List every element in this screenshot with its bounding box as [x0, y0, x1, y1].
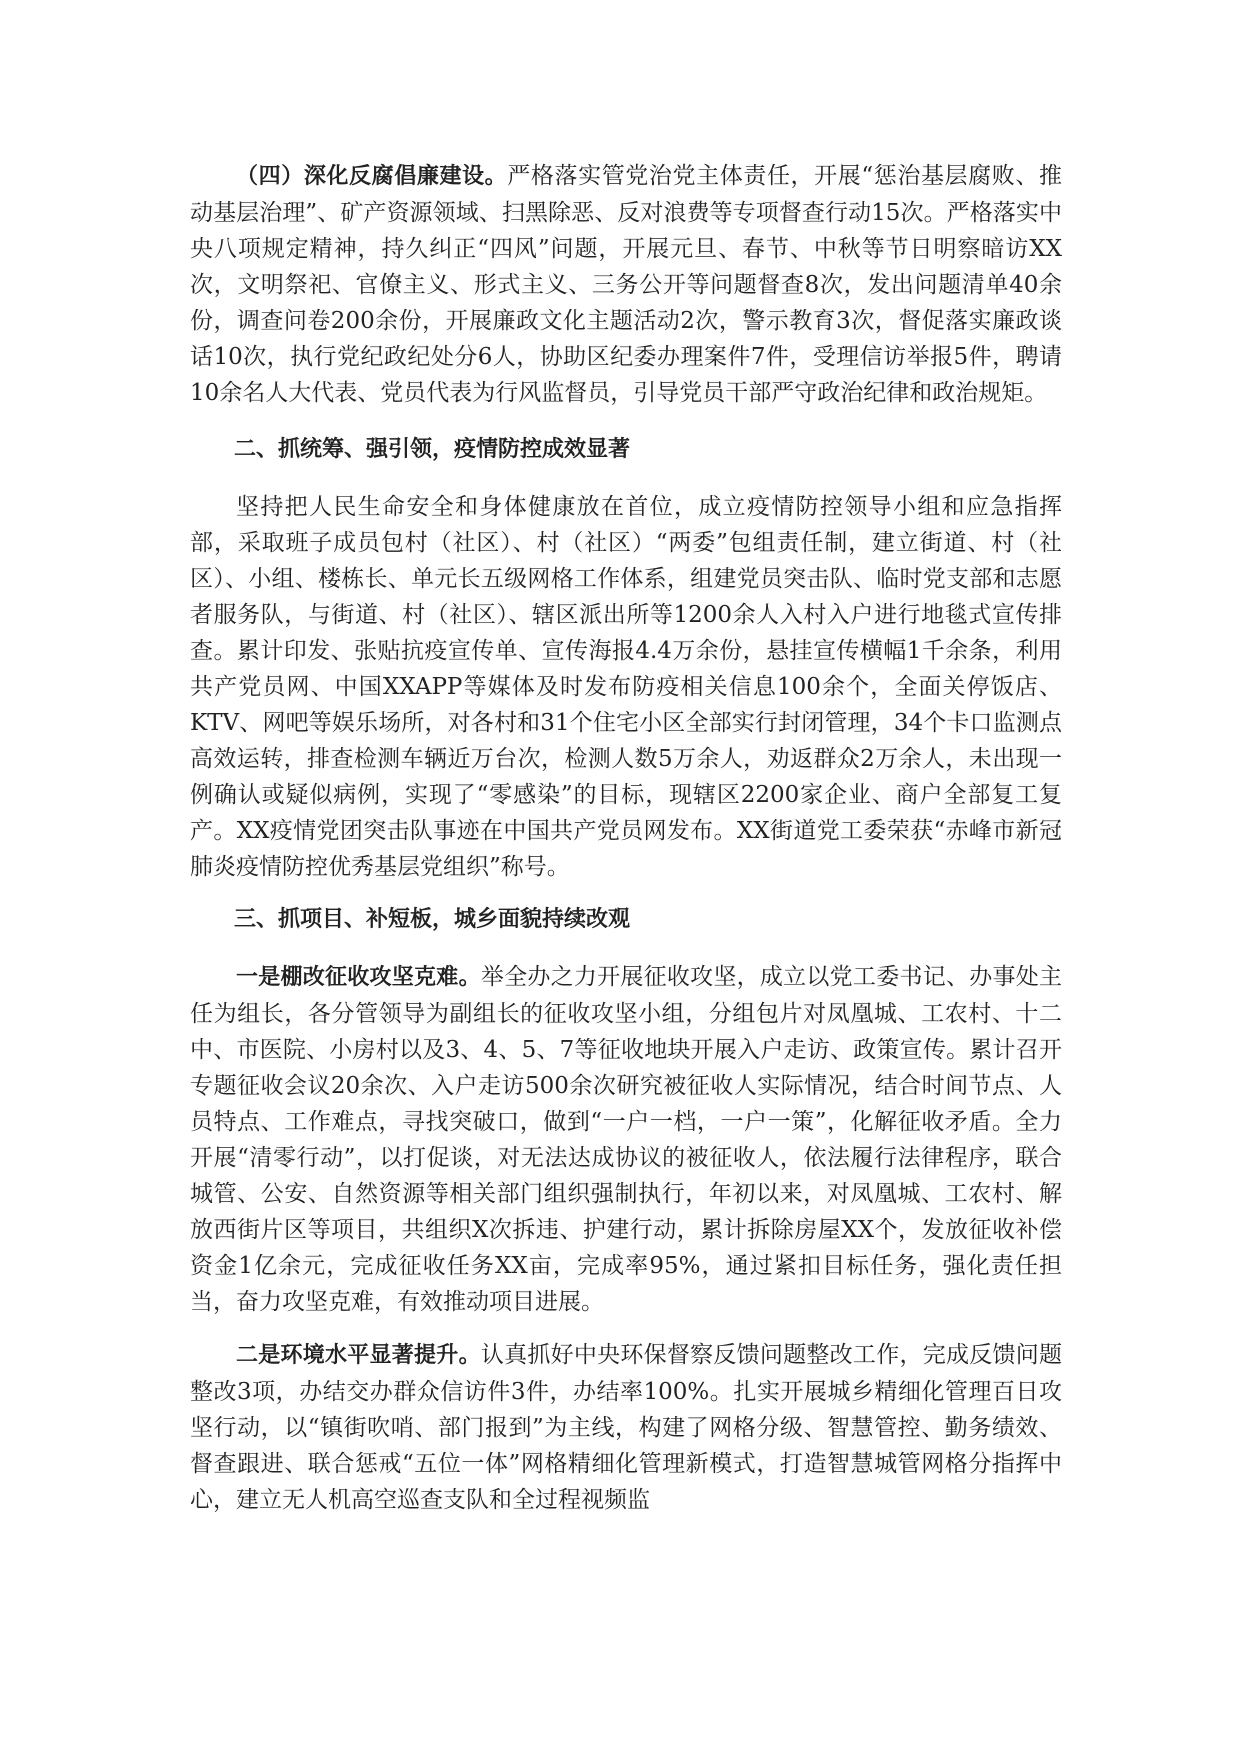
document-body	[190, 158, 1062, 1518]
paragraph-text-environment: 认真抓好中央环保督察反馈问题整改工作，完成反馈问题整改3项，办结交办群众信访件3件，办结率100%。扎实开展城乡精细化管理百日攻坚行动，以“镇街吹哨、部门报到”为主线，构建了网格分级、智慧管控、勤务绩效、督查跟进、联合惩戒“五位一体”网格精细化管理新模式，打造智慧城管网格分指挥中心，建立无人机高空巡查支队和全过程视频监	[190, 1342, 1062, 1513]
paragraph-lead-anti-corruption: （四）深化反腐倡廉建设。	[236, 164, 508, 189]
paragraph-epidemic-control	[190, 489, 1062, 885]
paragraph-lead-environment: 二是环境水平显著提升。	[236, 1343, 481, 1368]
paragraph-anti-corruption	[190, 158, 1062, 411]
section-heading-projects: 三、抓项目、补短板，城乡面貌持续改观	[234, 907, 631, 932]
paragraph-demolition	[190, 959, 1062, 1320]
paragraph-text-anti-corruption: 严格落实管党治党主体责任，开展“惩治基层腐败、推动基层治理”、矿产资源领域、扫黑除恶、反对浪费等专项督查行动15次。严格落实中央八项规定精神，持久纠正“四风”问题，开展元旦、春节、中秋等节日明察暗访XX次，文明祭祀、官僚主义、形式主义、三务公开等问题督查8次，发出问题清单40余份，调查问卷200余份，开展廉政文化主题活动2次，警示教育3次，督促落实廉政谈话10次，执行党纪政纪处分6人，协助区纪委办理案件7件，受理信访举报5件，聘请10余名人大代表、党员代表为行风监督员，引导党员干部严守政治纪律和政治规矩。	[190, 163, 1062, 406]
paragraph-environment	[190, 1337, 1062, 1518]
paragraph-text-demolition: 举全办之力开展征收攻坚，成立以党工委书记、办事处主任为组长，各分管领导为副组长的征收攻坚小组，分组包片对凤凰城、工农村、十二中、市医院、小房村以及3、4、5、7等征收地块开展入户走访、政策宣传。累计召开专题征收会议20余次、入户走访500余次研究被征收人实际情况，结合时间节点、人员特点、工作难点，寻找突破口，做到“一户一档，一户一策”，化解征收矛盾。全力开展“清零行动”，以打促谈，对无法达成协议的被征收人，依法履行法律程序，联合城管、公安、自然资源等相关部门组织强制执行，年初以来，对凤凰城、工农村、解放西街片区等项目，共组织X次拆违、护建行动，累计拆除房屋XX个，发放征收补偿资金1亿余元，完成征收任务XX亩，完成率95%，通过紧扣目标任务，强化责任担当，奋力攻坚克难，有效推动项目进展。	[190, 964, 1062, 1315]
paragraph-text-epidemic-control: 坚持把人民生命安全和身体健康放在首位，成立疫情防控领导小组和应急指挥部，采取班子成员包村（社区）、村（社区）“两委”包组责任制，建立街道、村（社区）、小组、楼栋长、单元长五级网格工作体系，组建党员突击队、临时党支部和志愿者服务队，与街道、村（社区）、辖区派出所等1200余人入村入户进行地毯式宣传排查。累计印发、张贴抗疫宣传单、宣传海报4.4万余份，悬挂宣传横幅1千余条，利用共产党员网、中国XXAPP等媒体及时发布防疫相关信息100余个，全面关停饭店、KTV、网吧等娱乐场所，对各村和31个住宅小区全部实行封闭管理，34个卡口监测点高效运转，排查检测车辆近万台次，检测人数5万余人，劝返群众2万余人，未出现一例确认或疑似病例，实现了“零感染”的目标，现辖区2200家企业、商户全部复工复产。XX疫情党团突击队事迹在中国共产党员网发布。XX街道党工委荣获“赤峰市新冠肺炎疫情防控优秀基层党组织”称号。	[190, 494, 1062, 880]
section-heading-epidemic: 二、抓统筹、强引领，疫情防控成效显著	[234, 437, 631, 462]
paragraph-lead-demolition: 一是棚改征收攻坚克难。	[236, 965, 481, 990]
